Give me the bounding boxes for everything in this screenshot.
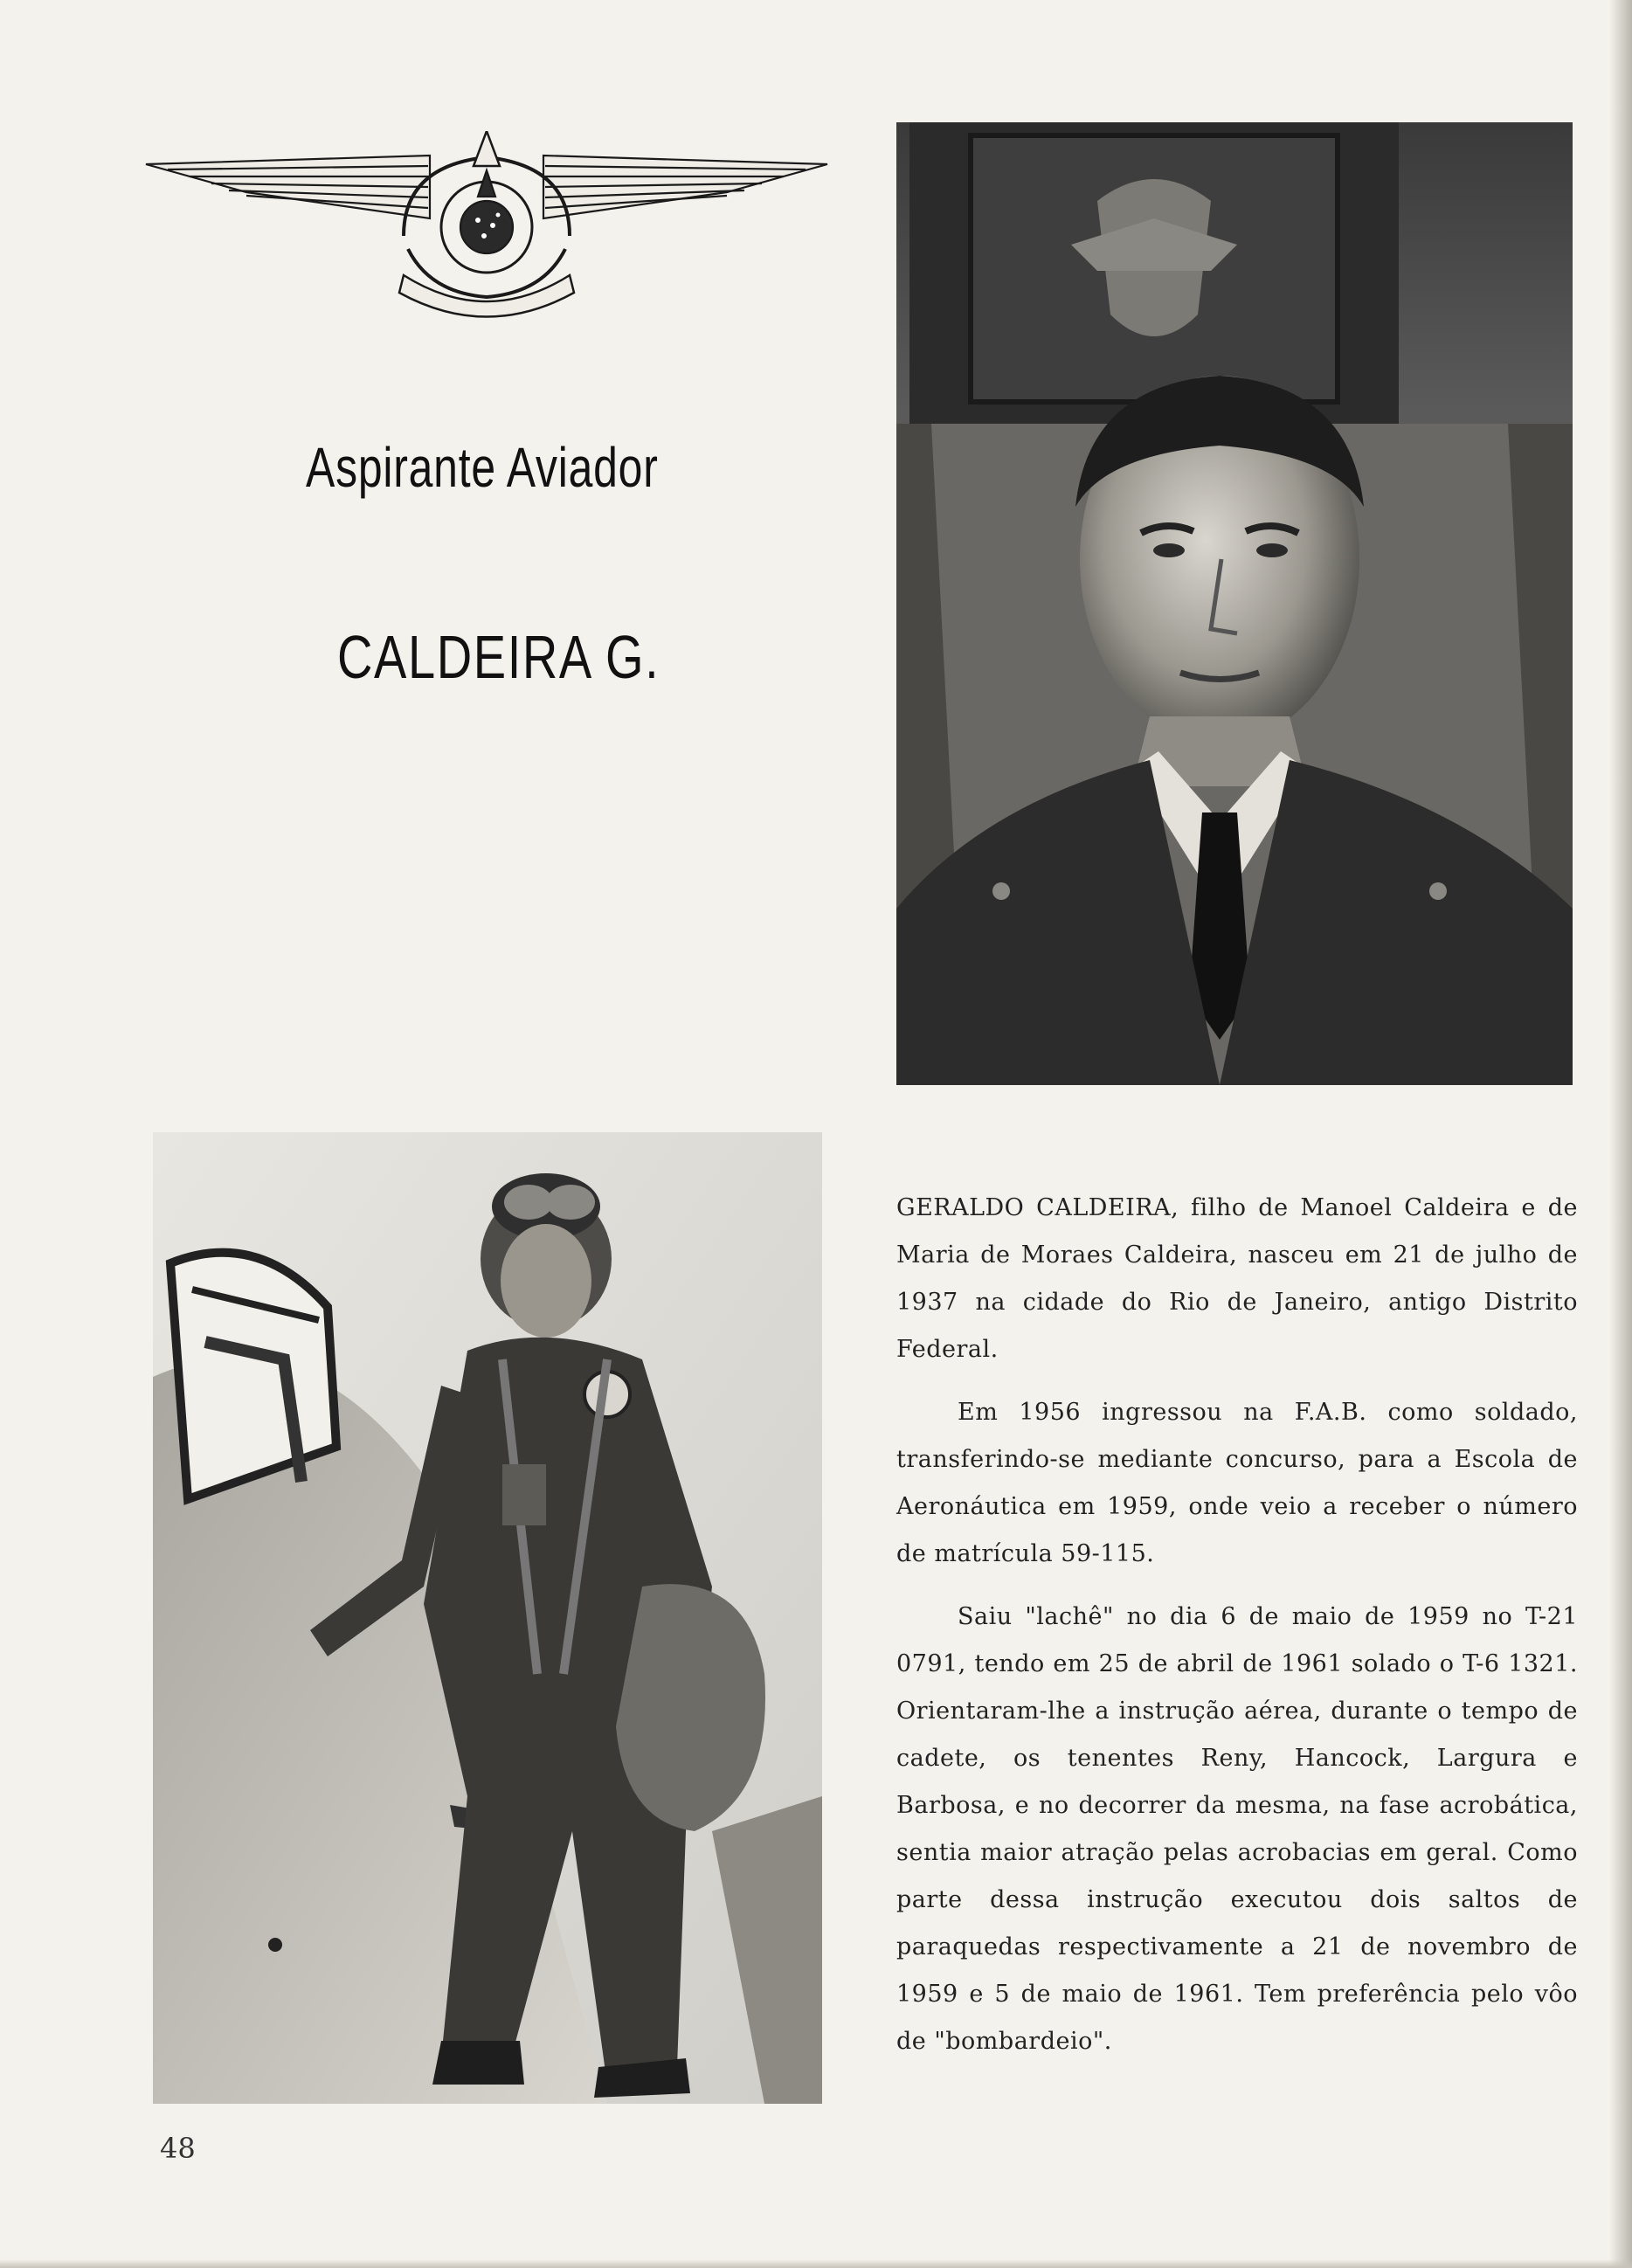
page-bottom-shadow <box>0 2259 1632 2268</box>
bio-paragraph: GERALDO CALDEIRA, filho de Manoel Caldeira e de Maria de Moraes Caldeira, nasceu em 21 de julho de 1937 na cidade do Rio de Janeiro, antigo Distrito Federal. <box>896 1194 1578 1363</box>
wings-insignia-icon <box>142 131 832 319</box>
page-number: 48 <box>160 2132 196 2165</box>
bio-paragraph: Saiu "lachê" no dia 6 de maio de 1959 no T-21 0791, tendo em 25 de abril de 1961 solado o T-6 1321. Orientaram-lhe a instrução aérea, durante o tempo de cadete, os tenentes Reny, Hancock, Largura e Barbosa, e no decorrer da mesma, na fase acrobática, sentia maior atração pelas acrobacias em geral. Como parte dessa instrução executou dois saltos de paraquedas respectivamente a 21 de novembro de 1959 e 5 de maio de 1961. Tem preferência pelo vôo de "bombardeio". <box>896 1603 1578 2055</box>
cadet-name-title: CALDEIRA G. <box>337 623 660 691</box>
rank-title: Aspirante Aviador <box>306 436 659 499</box>
pilot-photo <box>153 1132 822 2104</box>
portrait-photo <box>896 122 1573 1085</box>
page-edge-shadow <box>1609 0 1632 2268</box>
biography-text <box>896 1185 1578 2081</box>
bio-paragraph: Em 1956 ingressou na F.A.B. como soldado, transferindo-se mediante concurso, para a Escola de Aeronáutica em 1959, onde veio a receber o número de matrícula 59-115. <box>896 1399 1578 1567</box>
